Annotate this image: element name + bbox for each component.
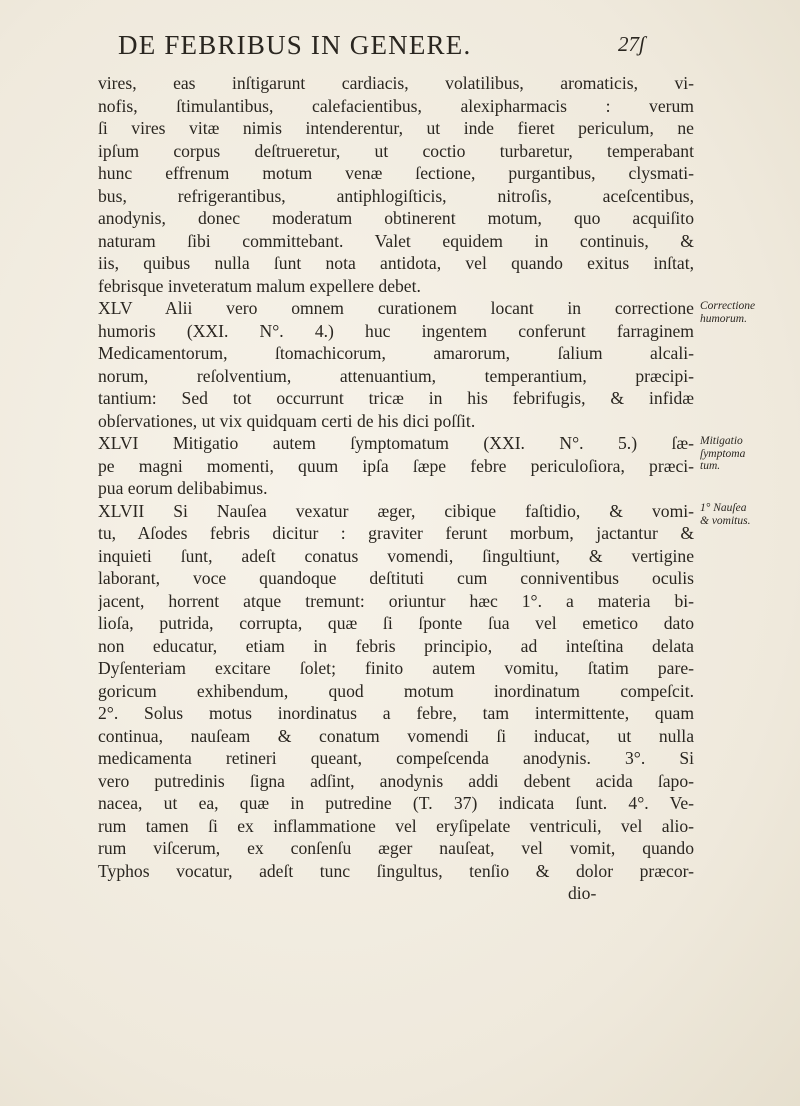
text-line: ipſum corpus deſtrueretur, ut coctio turbaretur, temperabant: [98, 140, 694, 161]
text-line: nacea, ut ea, quæ in putredine (T. 37) indicata ſunt. 4°. Ve-: [98, 793, 694, 813]
text-line: naturam ſibi committebant. Valet equidem in continuis, &: [98, 230, 694, 251]
page-header: [118, 30, 678, 64]
text-line: tu, Aſodes febris dicitur : graviter ferunt morbum, jactantur &: [98, 523, 694, 543]
text-line: dio-: [568, 883, 597, 903]
text-line: vero putredinis ſigna adſint, anodynis addi debent acida ſapo-: [98, 770, 694, 791]
text-line: nofis, ſtimulantibus, calefacientibus, alexipharmacis : verum: [98, 95, 694, 116]
text-line: ſi vires vitæ nimis intenderentur, ut inde fieret periculum, ne: [98, 118, 694, 138]
text-line: rum tamen ſi ex inflammatione vel eryſipelate ventriculi, vel alio-: [98, 815, 694, 836]
text-line: obſervationes, ut vix quidquam certi de his dici poſſit.: [98, 410, 476, 431]
body-text: [98, 72, 694, 905]
text-line: non educatur, etiam in febris principio, ad inteſtina delata: [98, 635, 694, 656]
page-number: 27ʃ: [618, 32, 646, 56]
text-line: laborant, voce quandoque deſtituti cum conniventibus oculis: [98, 568, 694, 588]
text-line: lioſa, putrida, corrupta, quæ ſi ſponte ſua vel emetico dato: [98, 613, 694, 633]
text-line: hunc effrenum motum venæ ſectione, purgantibus, clysmati-: [98, 163, 694, 183]
text-line: Dyſenteriam excitare ſolet; finito autem vomitu, ſtatim pare-: [98, 658, 694, 678]
text-line: pe magni momenti, quum ipſa ſæpe febre periculoſiora, præci-: [98, 455, 694, 476]
text-line: febrisque inveteratum malum expellere debet.: [98, 275, 421, 296]
text-line: continua, nauſeam & conatum vomendi ſi inducat, ut nulla: [98, 725, 694, 746]
margin-note-correctione: Correctione humorum.: [700, 300, 756, 325]
text-line: tantium: Sed tot occurrunt tricæ in his febrifugis, & infidæ: [98, 388, 694, 408]
text-line: XLVI Mitigatio autem ſymptomatum (XXI. N°. 5.) ſæ-: [98, 433, 694, 453]
text-line: jacent, horrent atque tremunt: oriuntur hæc 1°. a materia bi-: [98, 590, 694, 611]
text-line: norum, reſolventium, attenuantium, temperantium, præcipi-: [98, 365, 694, 386]
text-line: anodynis, donec moderatum obtinerent motum, quo acquiſito: [98, 208, 694, 228]
text-line: iis, quibus nulla ſunt nota antidota, vel quando exitus inſtat,: [98, 253, 694, 273]
running-title: DE FEBRIBUS IN GENERE.: [118, 30, 472, 60]
text-line: Medicamentorum, ſtomachicorum, amarorum, ſalium alcali-: [98, 343, 694, 363]
text-line: inquieti ſunt, adeſt conatus vomendi, ſingultiunt, & vertigine: [98, 545, 694, 566]
text-line: pua eorum delibabimus.: [98, 478, 268, 498]
text-line: XLV Alii vero omnem curationem locant in correctione: [98, 298, 694, 318]
margin-note-mitigatio: Mitigatio ſymptoma tum.: [700, 435, 746, 472]
text-line: Typhos vocatur, adeſt tunc ſingultus, tenſio & dolor præcor-: [98, 860, 694, 881]
text-line: XLVII Si Nauſea vexatur æger, cibique faſtidio, & vomi-: [98, 500, 694, 521]
margin-note-nausea: 1° Nauſea & vomitus.: [700, 502, 751, 527]
text-line: vires, eas inſtigarunt cardiacis, volatilibus, aromaticis, vi-: [98, 73, 694, 93]
text-line: 2°. Solus motus inordinatus a febre, tam intermittente, quam: [98, 703, 694, 723]
text-line: bus, refrigerantibus, antiphlogiſticis, nitroſis, aceſcentibus,: [98, 185, 694, 206]
text-line: medicamenta retineri queant, compeſcenda anodynis. 3°. Si: [98, 748, 694, 768]
text-line: rum viſcerum, ex conſenſu æger nauſeat, vel vomit, quando: [98, 838, 694, 858]
text-line: goricum exhibendum, quod motum inordinatum compeſcit.: [98, 680, 694, 701]
text-line: humoris (XXI. N°. 4.) huc ingentem conferunt farraginem: [98, 320, 694, 341]
